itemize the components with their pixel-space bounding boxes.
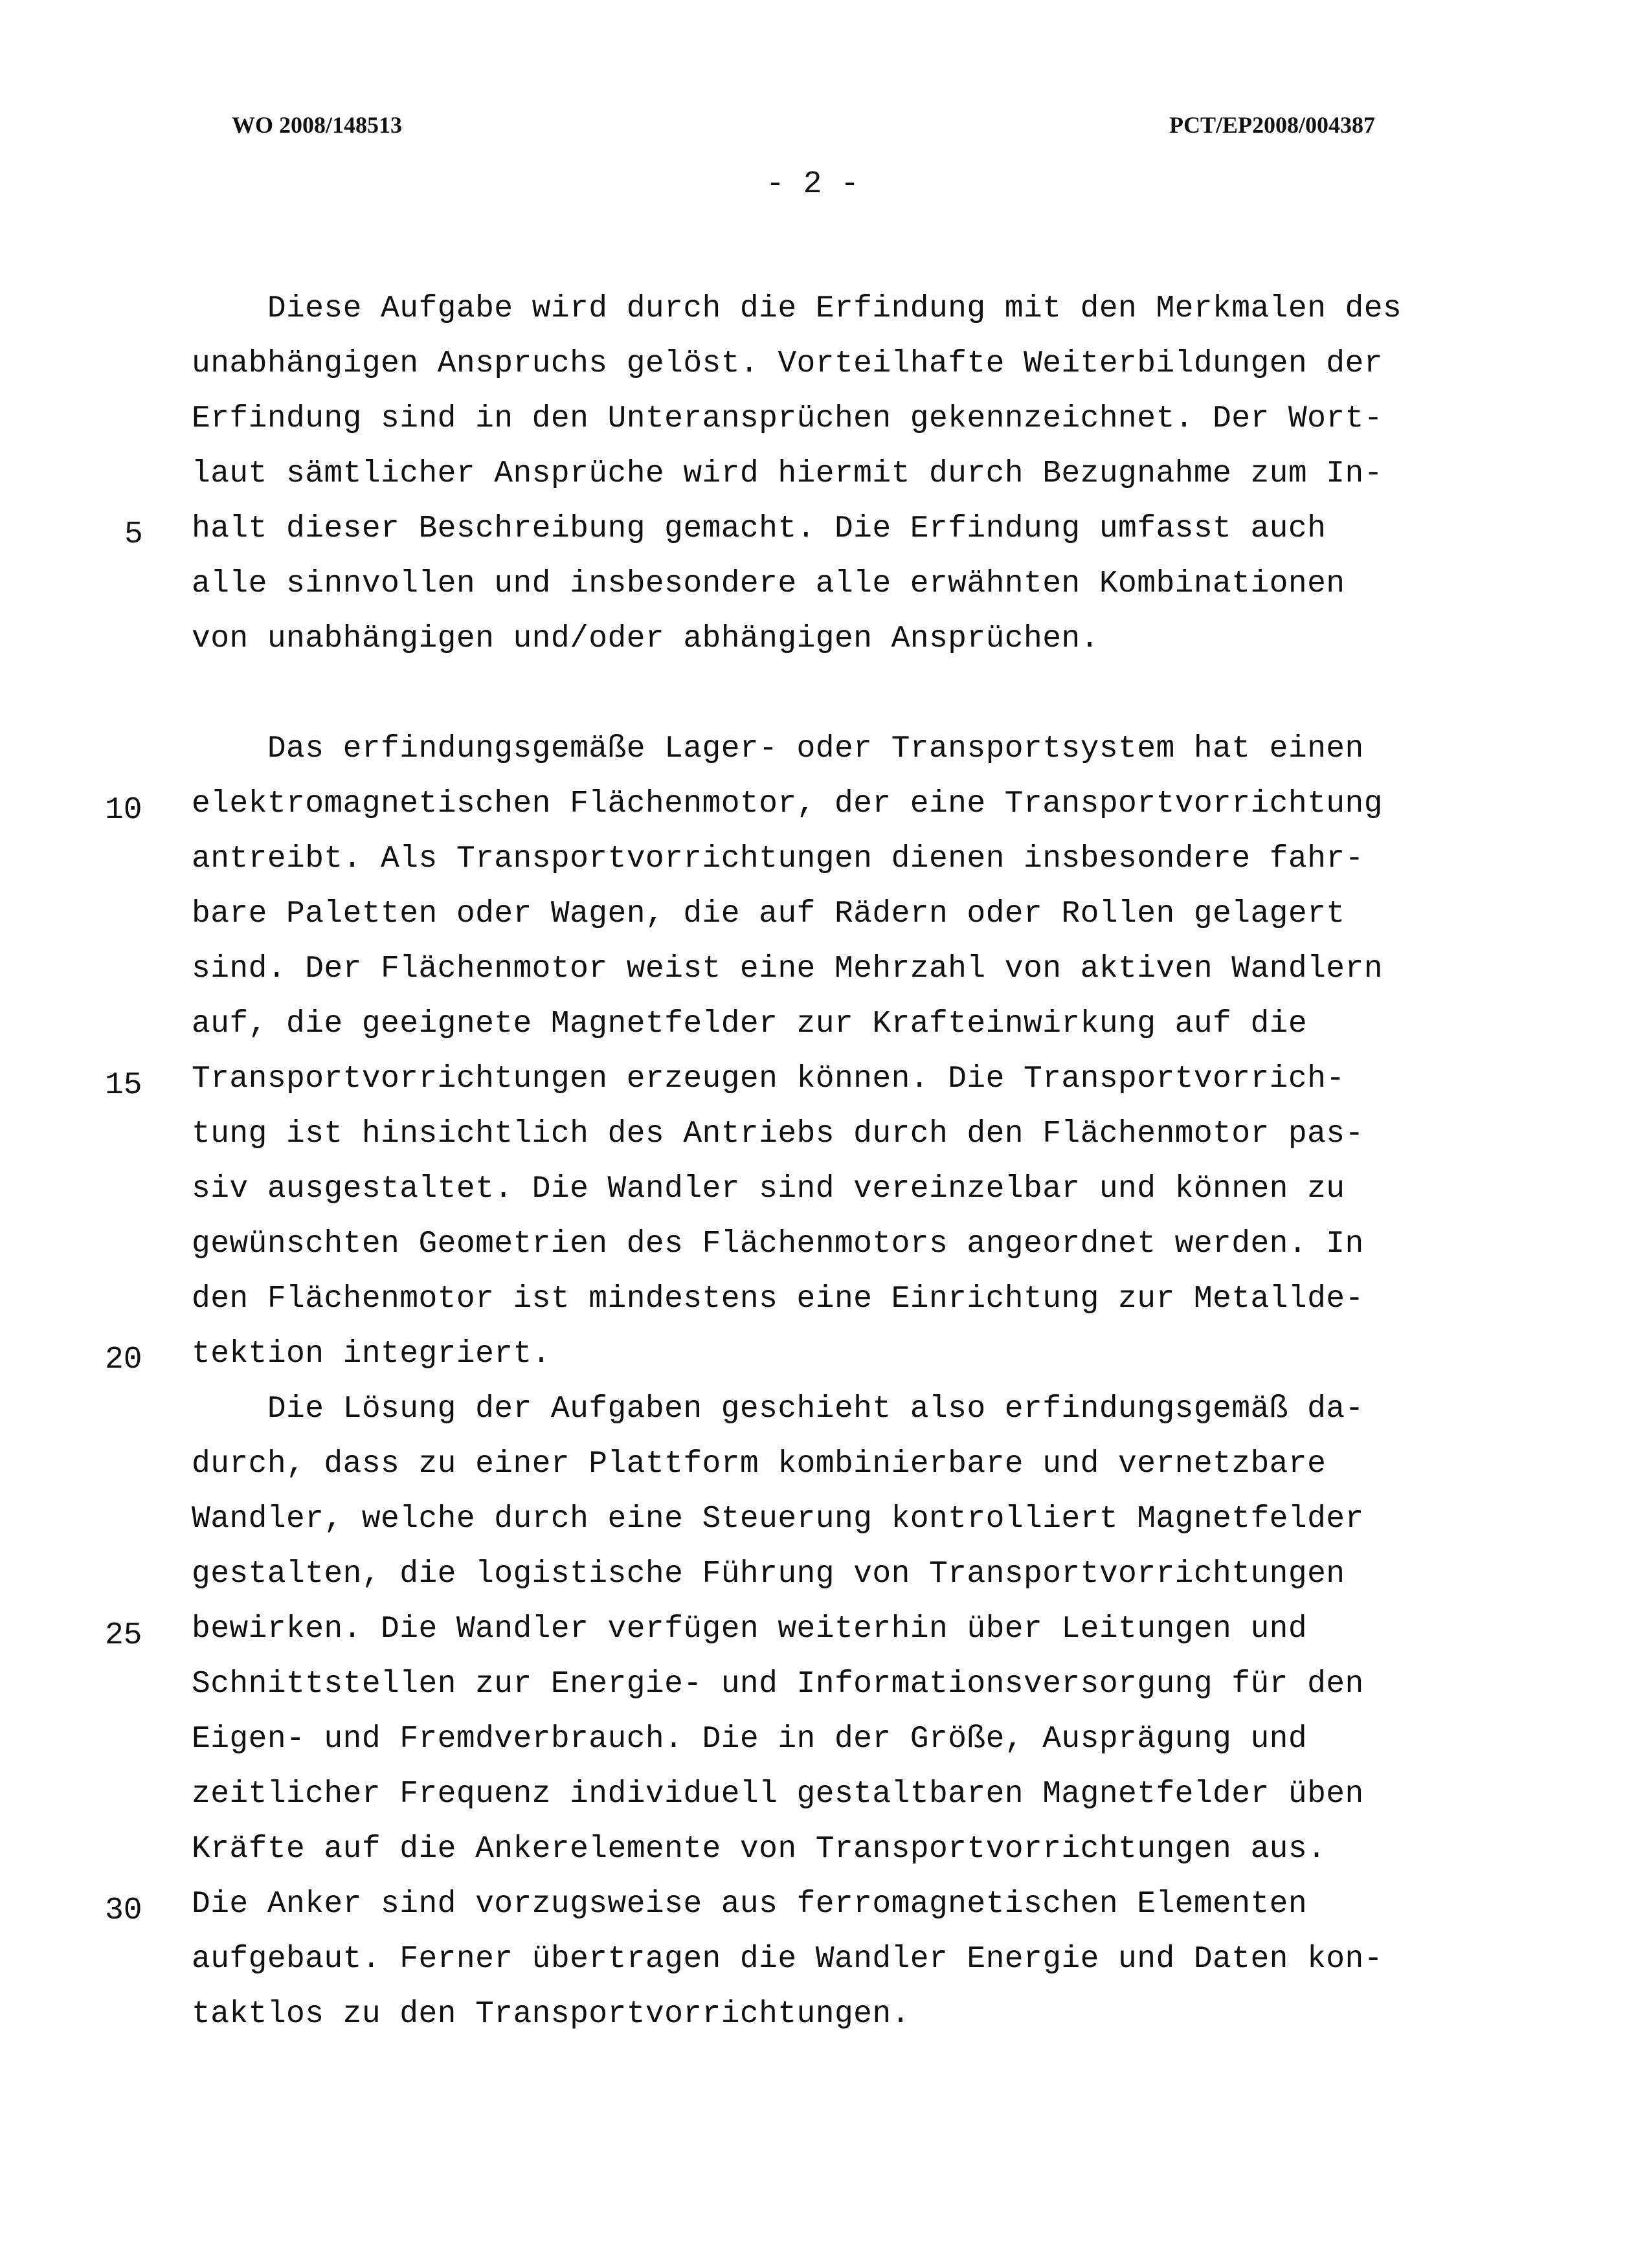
text-line: siv ausgestaltet. Die Wandler sind vereinzelbar und können zu: [192, 1172, 1345, 1206]
text-line: gewünschten Geometrien des Flächenmotors angeordnet werden. In: [192, 1227, 1364, 1262]
text-line: von unabhängigen und/oder abhängigen Ansprüchen.: [192, 621, 1099, 656]
text-line: Diese Aufgabe wird durch die Erfindung mit den Merkmalen des: [192, 291, 1402, 326]
text-line: Die Lösung der Aufgaben geschieht also erfindungsgemäß da-: [192, 1392, 1364, 1427]
text-line: Die Anker sind vorzugsweise aus ferromagnetischen Elementen: [192, 1887, 1308, 1922]
text-line: tung ist hinsichtlich des Antriebs durch den Flächenmotor pas-: [192, 1117, 1364, 1151]
text-line: den Flächenmotor ist mindestens eine Einrichtung zur Metallde-: [192, 1282, 1364, 1317]
text-line: durch, dass zu einer Plattform kombinierbare und vernetzbare: [192, 1447, 1327, 1482]
text-line: taktlos zu den Transportvorrichtungen.: [192, 1997, 910, 2032]
text-line: Erfindung sind in den Unteransprüchen gekennzeichnet. Der Wort-: [192, 401, 1383, 436]
text-line: alle sinnvollen und insbesondere alle erwähnten Kombinationen: [192, 566, 1345, 601]
text-line: elektromagnetischen Flächenmotor, der eine Transportvorrichtung: [192, 786, 1383, 821]
text-line: zeitlicher Frequenz individuell gestaltbaren Magnetfelder üben: [192, 1777, 1364, 1812]
publication-number: WO 2008/148513: [232, 112, 403, 138]
line-number: 5: [124, 517, 143, 552]
text-line: bewirken. Die Wandler verfügen weiterhin über Leitungen und: [192, 1612, 1308, 1647]
text-line: halt dieser Beschreibung gemacht. Die Erfindung umfasst auch: [192, 511, 1327, 546]
text-line: antreibt. Als Transportvorrichtungen dienen insbesondere fahr-: [192, 841, 1364, 876]
line-number: 25: [105, 1618, 142, 1653]
page-number: - 2 -: [765, 167, 860, 202]
text-line: bare Paletten oder Wagen, die auf Rädern oder Rollen gelagert: [192, 896, 1345, 931]
text-line: sind. Der Flächenmotor weist eine Mehrzahl von aktiven Wandlern: [192, 951, 1383, 986]
text-line: Das erfindungsgemäße Lager- oder Transportsystem hat einen: [192, 731, 1364, 766]
text-line: Wandler, welche durch eine Steuerung kontrolliert Magnetfelder: [192, 1502, 1364, 1537]
text-line: Schnittstellen zur Energie- und Informationsversorgung für den: [192, 1667, 1364, 1702]
application-number: PCT/EP2008/004387: [1169, 112, 1375, 138]
text-line: auf, die geeignete Magnetfelder zur Krafteinwirkung auf die: [192, 1006, 1308, 1041]
text-line: Transportvorrichtungen erzeugen können. Die Transportvorrich-: [192, 1062, 1345, 1096]
text-line: unabhängigen Anspruchs gelöst. Vorteilhafte Weiterbildungen der: [192, 346, 1383, 381]
text-line: tektion integriert.: [192, 1337, 551, 1372]
line-number: 20: [105, 1342, 142, 1377]
line-number: 15: [105, 1068, 142, 1103]
text-line: aufgebaut. Ferner übertragen die Wandler Energie und Daten kon-: [192, 1942, 1383, 1977]
text-line: laut sämtlicher Ansprüche wird hiermit durch Bezugnahme zum In-: [192, 456, 1383, 491]
text-line: gestalten, die logistische Führung von Transportvorrichtungen: [192, 1557, 1345, 1592]
text-line: Kräfte auf die Ankerelemente von Transportvorrichtungen aus.: [192, 1832, 1327, 1867]
line-number: 30: [105, 1893, 142, 1928]
text-line: Eigen- und Fremdverbrauch. Die in der Größe, Ausprägung und: [192, 1722, 1308, 1757]
line-number: 10: [105, 793, 142, 828]
